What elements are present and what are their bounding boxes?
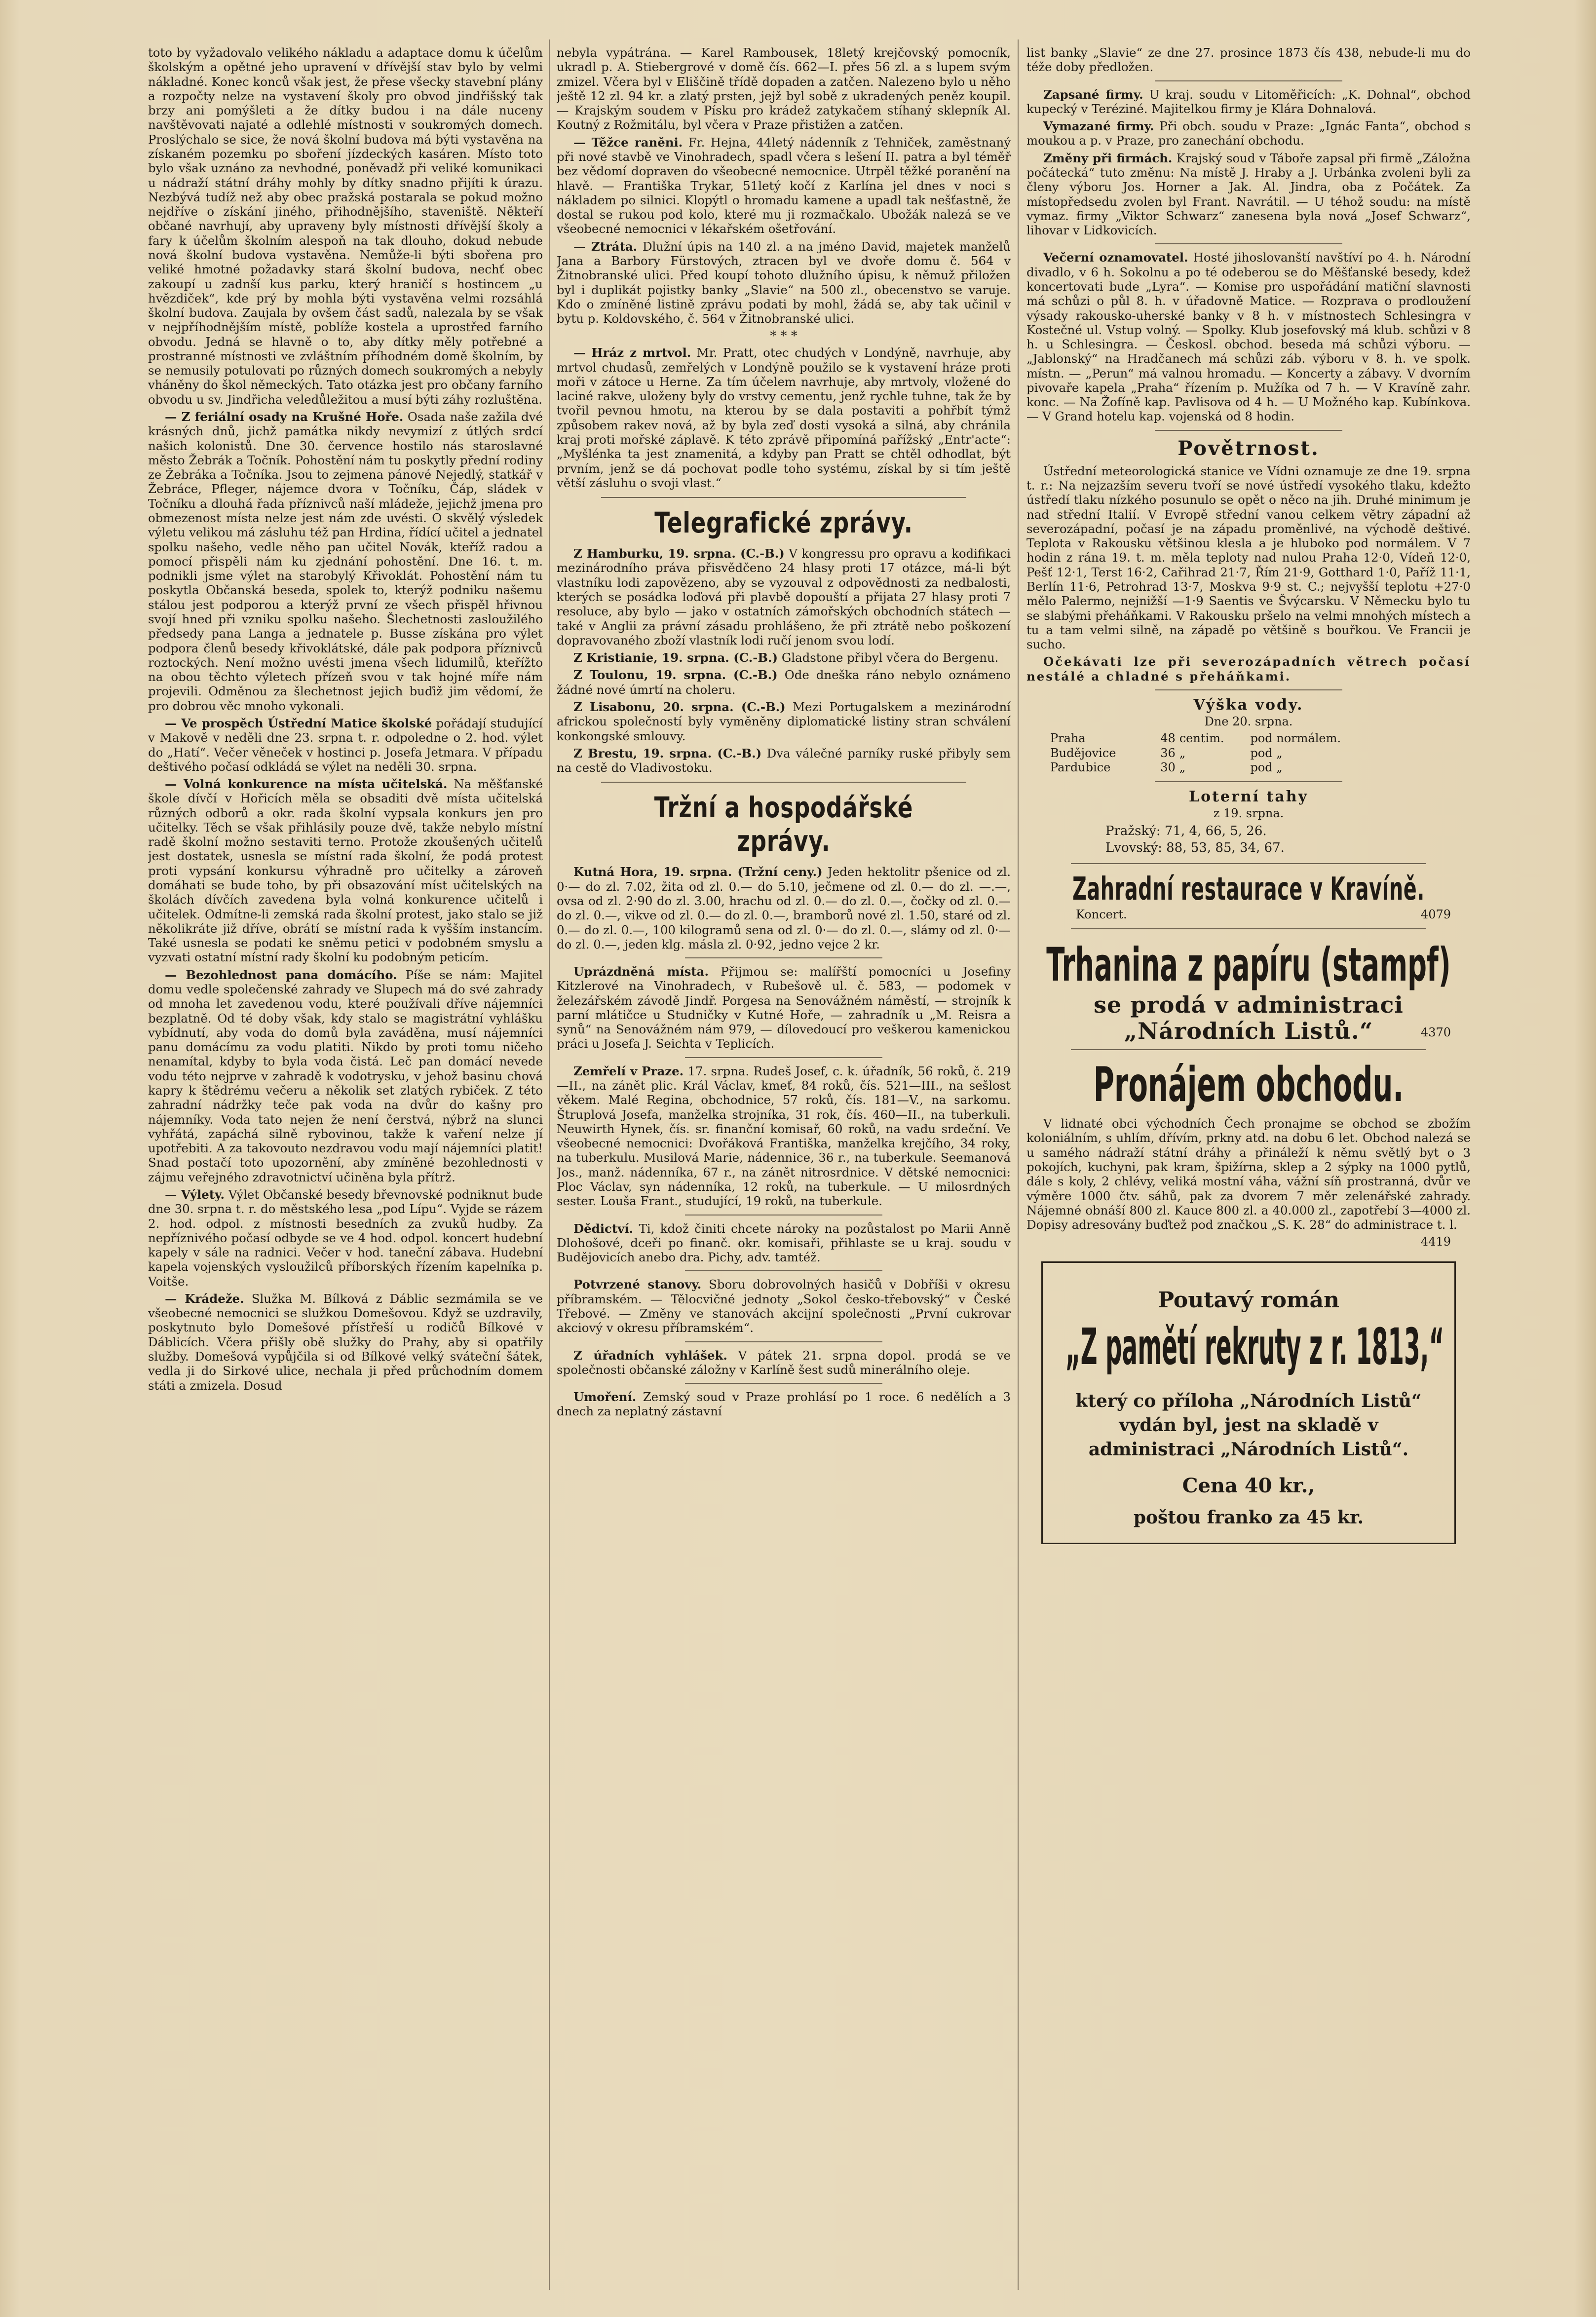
ad-novel-title: „Z pamětí rekruty z r. 1813,“ bbox=[1065, 1318, 1444, 1377]
column-divider bbox=[1018, 39, 1019, 2290]
ad-lease-footer bbox=[1026, 1235, 1471, 1249]
table-row bbox=[1048, 731, 1386, 746]
section-rule bbox=[1155, 243, 1342, 244]
news-text: Dva válečné parníky ruské přibyly sem na cestě do Vladivostoku. bbox=[557, 746, 1011, 775]
section-rule bbox=[685, 1057, 882, 1058]
article-text: Píše se nám: Majitel domu vedle společenské zahrady ve Slupech má do své zahrady od mnoha let zavedenou vodu, které používali dříve nájemníci bezplatně. Od té doby však, kdy stalo se magistrátní vyhlášku vybídnutí, aby voda do domů byla zaváděna, musí nájemníci panu domácímu za vodu platiti. Nikdo by proti tomu ničeho nenamítal, kdyby to byla voda čistá. Leč pan domácí nevede vodu této nejprve v zahradě k vodotrysku, v jehož basinu chová kapry k štědrému večeru a několik set zlatých rybiček. Z této zahradní nádržky teče pak voda na dvůr do kašny pro nájemníky. Voda tato nejen že není čerstvá, nýbrž na slunci vyhřátá, zapáchá silně rybovinou, takže k vaření nelze jí upotřebiti. A za takovouto nezdravou vodu mají nájemníci platit! Snad postačí toto upozornění, aby zmíněné bezohlednosti v zájmu veřejného zdravotnictví učiněna byla přítrž. bbox=[148, 967, 543, 1184]
news-dateline: Z Hamburku, 19. srpna. (C.-B.) bbox=[573, 546, 785, 561]
article-heading: — Ztráta. bbox=[573, 239, 638, 254]
notice-text: Ti, kdož činiti chcete nároky na pozůstalost po Marii Anně Dlohošové, dceři po finanč. okr. komisaři, přihlaste se u kraj. soudu v Budějovicích anebo dra. Pichy, adv. tamtéž. bbox=[557, 1221, 1011, 1265]
news-item bbox=[557, 700, 1011, 743]
article-text: Na měšťanské škole dívčí v Hořicích měla se obsaditi dvě místa učitelská různých odborů a okr. rada školní vypsala konkurs jen pro učitelky. Těch se však přihlásily pouze dvě, takže nebylo místní radě školní možno sestaviti terno. Protože zkoušených učitelů jest dostatek, usnesla se místní rada školní, že podá protest proti vypsání konkursu výhradně pro učitelky a zároveň domáhati se bude toho, by při obsazování míst učitelských na školách dívčích zavedena byla volná konkurence učitelů i učitelek. Odmítne-li zemská rada školní protest, jako stalo se již několikráte již dříve, obrátí se místní rada k vyšším instancím. Také usnesla se podati ke sněmu petici v podobném smyslu a vyzvati ostatní místní rady školní ku podobným peticím. bbox=[148, 777, 543, 965]
market-text: Jeden hektolitr pšenice od zl. 0·— do zl. 7.02, žita od zl. 0.— do 5.10, ječmene od zl. 0.— do zl. —.—, ovsa od zl. 2·90 do zl. 3.00, hrachu od zl. 0.— do zl. 0.—, čočky od zl. 0.— do zl. 0.—, vikve od zl. 0.— do zl. 0.—, bramborů nové zl. 1.50, staré od zl. 0.— do zl. 0.—, 100 kilogramů sena od zl. 0·— do zl. 0.—, slámy od zl. 0·— do zl. 0.—, jeden klg. másla zl. 0·92, jedno vejce 2 kr. bbox=[557, 865, 1011, 951]
notice-text: Krajský soud v Táboře zapsal při firmě „Záložna počátecká“ tuto změnu: Na místě J. Hraby a J. Urbánka zvoleni byli za členy výboru Jos. Horner a Jak. Al. Jindra, oba z Počátek. Za místopředsedu zvolen byl Frant. Navrátil. — U téhož soudu: na místě vymaz. firmy „Viktor Schwarz“ zanesena byla nová „Josef Schwarz“, lihovar v Lidkovicích. bbox=[1026, 151, 1471, 238]
ad-novel-text: který co příloha „Národních Listů“ vydán byl, jest na skladě v administraci „Národních Listů“. bbox=[1075, 1391, 1422, 1460]
relation: pod normálem. bbox=[1250, 731, 1341, 745]
article-text: Mr. Pratt, otec chudých v Londýně, navrhuje, aby mrtvol chudasů, zemřelých v Londýně použilo se k vystavení hráze proti moři v zátoce u Herne. Za tím účelem navrhuje, aby mrtvoly, vložené do laciné rakve, uloženy byly do vrstvy cementu, jenž rychle tuhne, tak že by tvořil pevnou hmotu, na kterou by se dala postaviti a pohřbít týmž způsobem rakev nová, až by byla zeď dosti vysoká a silná, aby chránila kraj proti mořské záplavě. K této zprávě připomíná pařížský „Entr'acte“: „Myšlénka ta jest znamenitá, a kdyby pan Pratt se chtěl odhodlat, být prvním, jenž se dá pochovat podle toho systému, získal by si tím ještě větší zásluhu o svoji vlast.“ bbox=[557, 345, 1011, 490]
article-heading: — Ve prospěch Ústřední Matice školské bbox=[165, 716, 432, 730]
ad-restaurant-footer bbox=[1026, 908, 1471, 921]
news-dateline: Z Toulonu, 19. srpna. (C.-B.) bbox=[573, 668, 778, 683]
weather-title: Povětrnost. bbox=[1178, 436, 1320, 460]
notice-heading: Změny při firmách. bbox=[1043, 151, 1173, 165]
notice bbox=[1026, 87, 1471, 116]
notice-text: Sboru dobrovolných hasičů v Dobříši v okresu příbramském. — Tělocvičné jednoty „Sokol česko-třebovský“ v České Třebové. — Změny ve stanovách akcijní společnosti „První cukrovar akciový v okresu příbramském“. bbox=[557, 1277, 1011, 1335]
article bbox=[557, 345, 1011, 490]
notice-text: Přijmou se: malířští pomocníci u Josefiny Kitzlerové na Vinohradech, v Rubešově ul. č. 583, — podomek v železářském závodě Jindř. Porgesa na Senovážném náměstí, — strojník k parní mlátičce u Studničky v Kutné Hoře, — zahradník u „M. Reisra a synů“ na Senovážném nám 979, — dílovedoucí pro veškerou kamenickou práci u Josefa J. Seichta v Teplicích. bbox=[557, 964, 1011, 1051]
notice bbox=[557, 1221, 1011, 1265]
asterism-divider: * * * bbox=[770, 329, 798, 344]
news-text: Mezi Portugalskem a mezinárodní africkou společností byly vyměněny diplomatické listiny stran schválení konkongské smlouvy. bbox=[557, 699, 1011, 743]
column-3 bbox=[1026, 45, 1471, 2296]
value: 48 bbox=[1160, 731, 1176, 745]
section-rule bbox=[1071, 863, 1426, 864]
section-rule bbox=[601, 497, 966, 498]
news-text: Ode dneška ráno nebylo oznámeno žádné nové úmrtí na choleru. bbox=[557, 668, 1011, 697]
article bbox=[148, 410, 543, 713]
ad-novel-postage: poštou franko za 45 kr. bbox=[1133, 1507, 1364, 1528]
article-text: nebyla vypátrána. — Karel Rambousek, 18letý krejčovský pomocník, ukradl p. A. Stiebergrové v domě čís. 662—I. přes 56 zl. a s lupem svým zmizel. Včera byl v Eliščině třídě dopaden a zatčen. Nalezeno bylo u něho ještě 12 zl. 94 kr. a zlatý prsten, jejž byl sobě z ukradených peněz koupil. — Krajským soudem v Písku pro krádež zatykačem stíhaný sklepník Al. Koutný z Rožmitálu, byl včera v Praze přistižen a zatčen. bbox=[557, 45, 1011, 132]
article-heading: — Těžce raněni. bbox=[573, 135, 683, 150]
section-title-telegraph: Telegrafické zprávy. bbox=[654, 506, 913, 540]
section-rule bbox=[1155, 689, 1342, 690]
section-rule bbox=[685, 1341, 882, 1342]
column-2 bbox=[557, 45, 1011, 2296]
news-dateline: Z Brestu, 19. srpna. (C.-B.) bbox=[573, 746, 762, 760]
article-text: Služka M. Bílková z Dáblic sezmámila se ve všeobecné nemocnici se služkou Domešovou. Když se uzdravily, poskytnuto bylo Domešové přístřeší u rodičů Bílkové v Dáblicích. Včera přišly obě služky do Prahy, aby si opatřily služby. Domešová vypůjčila si od Bílkové velký sváteční šátek, vedla ji do Sirkové ulice, nechala ji před průchodním domem státi a zmizela. Dosud bbox=[148, 1291, 543, 1393]
water-level-table bbox=[1048, 731, 1386, 775]
notice-text: Zemský soud v Praze prohlásí po 1 roce. 6 nedělích a 3 dnech za neplatný zástavní bbox=[557, 1390, 1011, 1419]
notice-text: V pátek 21. srpna dopol. prodá se ve společnosti občanské záložny v Karlíně šest sudů minerálního oleje. bbox=[557, 1348, 1011, 1377]
notice bbox=[557, 964, 1011, 1051]
ad-novel-price: Cena 40 kr., bbox=[1182, 1474, 1315, 1498]
article bbox=[148, 777, 543, 965]
lottery-title: Loterní tahy bbox=[1188, 788, 1309, 805]
ad-number: 4370 bbox=[1420, 1026, 1451, 1040]
article-heading: — Hráz z mrtvol. bbox=[573, 345, 691, 360]
water-level-date: Dne 20. srpna. bbox=[1204, 714, 1293, 728]
ad-paper-text: se prodá v administraci „Národních Listů.“ bbox=[1094, 991, 1404, 1045]
place: Pardubice bbox=[1050, 760, 1111, 775]
weather-text: Ústřední meteorologická stanice ve Vídni oznamuje ze dne 19. srpna t. r.: Na nejzazším severu tvoří se nové ústředí vysokého tlaku, kdežto ústředí tlaku nízkého posunulo se opět o něco na jih. Druhé minimum je nad střední Italií. V Evropě střední vanou celkem větry západní až severozápadní, počasí je na západu proměnlivé, na východě deštivé. Teplota v Rakousku většinou klesla a je hluboko pod normálem. V 7 hodin z rána 19. t. m. měla teploty nad nulou Praha 12·0, Vídeň 12·0, Pešť 12·1, Terst 16·2, Cařihrad 21·7, Řím 21·9, Gotthard 1·0, Paříž 11·1, Berlín 11·6, Petrohrad 13·7, Moskva 9·9 st. C.; nejvyšší teplotu +27·0 mělo Palermo, nejnižší —1·9 Saentis ve Švýcarsku. V Německu bylo tu se slabými přeháňkami. V Rakousku pršelo na velmi mnohých místech a tu a tam velmi silně, na západě po většině s bouřkou. Ve Francii je sucho. bbox=[1026, 463, 1471, 652]
value: 30 bbox=[1160, 760, 1176, 775]
article-text: pořádají studující v Makově v neděli dne 23. srpna t. r. odpoledne o 2. hod. výlet do „Hatí“. Večer věneček v hostinci p. Josefa Jetmara. V případu deštivého počasí odkládá se výlet na neděli 30. srpna. bbox=[148, 716, 543, 774]
news-item bbox=[557, 546, 1011, 647]
section-rule bbox=[1155, 430, 1342, 431]
section-rule bbox=[601, 782, 966, 783]
article bbox=[148, 716, 543, 774]
ad-novel-box bbox=[1041, 1261, 1456, 1544]
article-heading: — Bezohlednost pana domácího. bbox=[165, 967, 397, 982]
notice-heading: Umoření. bbox=[573, 1390, 637, 1405]
ad-paper-title: Trhanina z papíru (stampf) bbox=[1046, 938, 1451, 992]
evening-announcements bbox=[1026, 250, 1471, 423]
article-text: Výlet Občanské besedy břevnovské podniknut bude dne 30. srpna t. r. do městského lesa „pod Lípu“. Vyjde se rázem 2. hod. odpol. z místnosti besedních za zvuků hudby. Za nepříznivého počasí odbyde se ve 4 hod. odpol. koncert hudební kapely v sále na radnici. Večer v hod. taneční zábava. Hudební kapela vojenských vysloužilců příborských řízením kapelníka p. Voitše. bbox=[148, 1187, 543, 1289]
market-report bbox=[557, 865, 1011, 951]
notice-heading: Zemřelí v Praze. bbox=[573, 1064, 684, 1078]
notice bbox=[557, 1390, 1011, 1419]
notice-text: 17. srpna. Rudeš Josef, c. k. úřadník, 56 roků, č. 219—II., na zánět plic. Král Václav, kmeť, 84 roků, čís. 521—III., na sešlost věkem. Malé Regina, obchodnice, 57 roků, čís. 181—V., na sarkomu. Štruplová Josefa, manželka strojníka, 31 rok, čís. 460—II., na tuberkuli. Neuwirth Hynek, čís. sr. finanční komisař, 60 roků, na vadu srdeční. Ve všeobecné nemocnici: Dvořáková Františka, manželka krejčího, 34 roky, na tuberkulu. Musilová Marie, nádennice, 36 r., na tuberkule. Seemanová Jos., manž. nádenníka, 67 r., na zánět nitrosrdnice. V dětské nemocnici: Ploc Václav, syn nádenníka, 12 roků, na tuberkule. — U milosrdných sester. Louša Frant., studující, 19 roků, na tuberkule. bbox=[557, 1064, 1011, 1209]
article-heading: — Výlety. bbox=[165, 1187, 225, 1202]
section-rule bbox=[685, 1270, 882, 1271]
section-rule bbox=[685, 1383, 882, 1384]
lottery-lviv: Lvovský: 88, 53, 85, 34, 67. bbox=[1105, 840, 1285, 855]
unit: „ bbox=[1179, 746, 1186, 760]
article-text: Fr. Hejna, 44letý nádenník z Tehniček, zaměstnaný při nové stavbě ve Vinohradech, spadl včera s lešení II. patra a byl téměř bez vědomí dopraven do všeobecné nemocnice. Utrpěl těžké poranění na hlavě. — Františka Trykar, 51letý kočí z Karlína jel dnes v noci s nákladem po silnici. Klopýtl o hromadu kamene a upadl tak nešťastně, že dostal se rukou pod kolo, které mu ji rozmačkalo. Ubožák nalezá se ve všeobecné nemocnici v lékařském ošetřování. bbox=[557, 135, 1011, 236]
notice-heading: Večerní oznamovatel. bbox=[1043, 250, 1188, 265]
news-text: V kongressu pro opravu a kodifikaci mezinárodního práva přisvědčeno 24 hlasy proti 17 otázce, má-li být vlastníku lodi zapovězeno, aby se vyzouval z odpovědnosti za nedbalosti, kterých se posádka loďová při plavbě dopouští a přijata 27 hlasy proti 7 resoluce, aby bylo — jako v ostatních zámořských obchodních státech — také v Anglii za právní zásadu prohlášeno, že při ztrátě nebo poškození dopravovaného zboží vlastník lodi ručí jenom svou lodí. bbox=[557, 546, 1011, 647]
news-dateline: Z Kristianie, 19. srpna. (C.-B.) bbox=[573, 650, 778, 665]
table-row bbox=[1048, 760, 1386, 775]
section-rule bbox=[1071, 928, 1426, 929]
water-level-title: Výška vody. bbox=[1193, 696, 1304, 714]
column-divider bbox=[549, 39, 550, 2290]
notice-heading: Potvrzené stanovy. bbox=[573, 1277, 702, 1292]
article bbox=[557, 239, 1011, 326]
place: Budějovice bbox=[1050, 746, 1116, 760]
table-row bbox=[1048, 746, 1386, 761]
notice-text: Při obch. soudu v Praze: „Ignác Fanta“, obchod s moukou a p. v Praze, pro zanechání obchodu. bbox=[1026, 119, 1471, 148]
news-item bbox=[557, 746, 1011, 775]
notice bbox=[1026, 119, 1471, 148]
section-title-trade: Tržní a hospodářské zprávy. bbox=[654, 791, 913, 858]
notice bbox=[557, 1277, 1011, 1335]
article-heading: — Z feriální osady na Krušné Hoře. bbox=[165, 410, 404, 424]
section-rule bbox=[1155, 781, 1342, 782]
relation: pod „ bbox=[1250, 760, 1283, 775]
notice bbox=[557, 1064, 1011, 1209]
news-text: Gladstone přibyl včera do Bergenu. bbox=[781, 650, 999, 665]
article bbox=[148, 1291, 543, 1393]
lottery-date: z 19. srpna. bbox=[1213, 806, 1284, 820]
column-1 bbox=[148, 45, 543, 2296]
value: 36 bbox=[1160, 746, 1176, 760]
ad-number: 4079 bbox=[1420, 908, 1451, 922]
article-text: toto by vyžadovalo velikého nákladu a adaptace domu k účelům školským a opětné jeho upravení v dřívější stav bylo by velmi nákladné. Konec konců však jest, že přese všecky stavební plány a rozpočty nelze na vystavení školy pro obvod jindřišský tak brzy ani pomýšleti a že dítky budou i na dále nuceny navštěvovati najaté a odlehlé místnosti v soukromých domech. Proslýchalo se sice, že nová školní budova má býti vystavěna na získaném pozemku po sboření jízdeckých kasáren. Místo toto bylo však uznáno za nevhodné, poněvadž při veliké komunikaci u nádraží státní dráhy mohly by dítky snadno přijíti k úrazu. Nezbývá tudíž než aby obec pražská postarala se pokud možno nejdříve o získání jiného, přihodnějšího, staveniště. Někteří občané navrhují, aby upraveny byly místnosti dřívější školy a fary k účelům školním alespoň na tak dlouho, dokud nebude nová školní budova vystavěna. Nemůže-li býti sbořena pro veliké hmotné požadavky stará školní budova, nechť obec zakoupí u zadnší kus parku, který hraničí s hostincem „u hvězdiček“, kde prý by mohla býti vystavěna velmi rozsáhlá školní budova. Zaujala by ovšem část sadů, nalezala by se však v nejpříhodnějším místě, poblíže kostela a uprostřed farního obvodu. Jedná se hlavně o to, aby dítky měly potřebné a prostranné místnosti ve zvláštním příhodném domě školním, by se nemusily potulovati po různých domech soukromých a nebyly vháněny do škol německých. Tato otázka jest pro občany farního obvodu u sv. Jindřicha veledůležitou a musí býti záhy rozluštěna. bbox=[148, 45, 543, 407]
notice-heading: Vymazané firmy. bbox=[1043, 119, 1154, 134]
news-dateline: Z Lisabonu, 20. srpna. (C.-B.) bbox=[573, 699, 786, 714]
article bbox=[148, 1187, 543, 1289]
article bbox=[557, 135, 1011, 236]
ad-lease-text: V lidnaté obci východních Čech pronajme se obchod se zbožím koloniálním, s uhlím, dřívím, prkny atd. na dobu 6 let. Obchod nalezá se u samého nádraží státní dráhy a přináleží k němu světlý byt o 3 pokojích, kuchyni, pak kram, špižírna, sklep a 2 sýpky na 1000 pytlů, dále s koly, 2 chlévy, veliká mostní váha, vážní síň prostranná, dvůr ve výměre 1000 čtv. sáhů, pak za dvorem 7 měr zelenářské zahrady. Nájemné obnáší 800 zl. Kauce 800 zl. a 40.000 zl., zapotřebí 3—4000 zl. Dopisy adresovány buďtež pod značkou „S. K. 28“ do administrace t. l. bbox=[1026, 1116, 1471, 1232]
unit: „ bbox=[1179, 760, 1186, 775]
ad-restaurant-title: Zahradní restaurace v Kravíně. bbox=[1072, 871, 1425, 908]
relation: pod „ bbox=[1250, 746, 1283, 760]
notice-heading: Z úřadních vyhlášek. bbox=[573, 1348, 727, 1363]
notice bbox=[1026, 151, 1471, 238]
ad-novel-kicker: Poutavý román bbox=[1157, 1288, 1340, 1313]
unit: centim. bbox=[1179, 731, 1224, 745]
section-rule bbox=[1155, 80, 1342, 81]
lottery-prague: Pražský: 71, 4, 66, 5, 26. bbox=[1105, 823, 1267, 838]
notice bbox=[557, 1348, 1011, 1377]
article-heading: — Krádeže. bbox=[165, 1291, 244, 1306]
notice-text: list banky „Slavie“ ze dne 27. prosince 1873 čís 438, nebude-li mu do téže doby předložen. bbox=[1026, 45, 1471, 75]
notice-heading: Uprázdněná místa. bbox=[573, 964, 709, 979]
notice-heading: Dědictví. bbox=[573, 1221, 634, 1236]
article-text: Dlužní úpis na 140 zl. a na jméno David, majetek manželů Jana a Barbory Fürstových, ztracen byl ve dvoře domu č. 564 v Žitnobranské ulici. Před koupí tohoto dlužního úpisu, k němuž přiložen byl i duplikát pojistky banky „Slavie“ na 500 zl., obecenstvo se varuje. Kdo o zmíněné listině zprávu podati by mohl, žádá se, aby tak učinil v bytu p. Koldovského, č. 564 v Žitnobranské ulici. bbox=[557, 239, 1011, 326]
section-rule bbox=[685, 957, 882, 958]
ad-number: 4419 bbox=[1420, 1235, 1451, 1249]
section-rule bbox=[1071, 1049, 1426, 1050]
notice-heading: Zapsané firmy. bbox=[1043, 87, 1143, 102]
weather-forecast: Očekávati lze při severozápadních větrech počasí nestálé a chladné s přeháňkami. bbox=[1026, 654, 1471, 684]
article-text: Osada naše zažila dvé krásných dnů, jichž památka nikdy nevymizí z útlých srdcí našich kolonistů. Dne 30. července hostilo nás staroslavné město Žebrák a Točník. Pohostění nám tu poskytly přední rodiny ze Žebráka a Točníka. Jsou to zejmena pánové Nejedlý, statkář v Žebrácе, Pfleger, nájemce dvora v Točníku, Čáp, sládek v Točníku a dlouhá řada příznivců naší mládeže, jejichž jmena pro obmezenost místa nelze jest nám zde uvésti. O skvělý výsledek výletu velikou má zásluhu též pan Hrdina, řídící učitel a jednatel spolku našeho, vedle něho pan učitel Novák, kteříž radou a pomocí přispěli nám ku zjednání pohostění. Dne 16. t. m. podnikli jsme výlet na starobylý Křivoklát. Pohostění nám tu poskytla Občanská beseda, spolek to, kterýž podniku našemu stálou jest podporou a kterýž první ze všech přispěl hřivnou svojí hned při vzniku spolku našeho. Šlechetnosti zasloužilého předsedy pana Langa a jednatele p. Busse získána pro výlet podpora členů besedy křivoklátské, dále pak podpora příznivců roztockých. Není možno uvésti jmena všech lidumilů, kteřížto na obou těchto výletech přízeň svou v tak hojné míře nám projevili. Odměnou za šlechetnost jejich buďiž jim vědomí, že pro dobrou věc mnoho vykonali. bbox=[148, 410, 543, 713]
market-heading: Kutná Hora, 19. srpna. (Tržní ceny.) bbox=[573, 865, 823, 879]
news-item bbox=[557, 650, 1011, 665]
notice-text: Hosté jihoslovanští navštíví po 4. h. Národní divadlo, v 6 h. Sokolnu a po té odeberou se do Měšťanské besedy, kdež koncertovati bude „Lyra“. — Komise pro uspořádání matiční slavnosti má schůzi o půl 8. h. v úřadovně Matice. — Rozprava o prodloužení výsady rakousko-uherské banky v 8 h. v místnostech Schlesingra v Kostečné ul. Vstup volný. — Spolky. Klub josefovský má klub. schůzi v 8 h. u Schlesingra. — Českosl. obchod. beseda má schůzi výboru. — „Jablonský“ na Hradčanech má schůzi záb. výboru v 8. h. ve spolk. místn. — „Perun“ má valnou hromadu. — Koncerty a zábavy. V dvorním pivovaře kapela „Praha“ řízením p. Mužíka od 7 h. — V Kravíně zahr. konc. — Na Žofíně kap. Pavlisova od 4 h. — U Možného kap. Kubínkova. — V Grand hotelu kap. vojenská od 8 hodin. bbox=[1026, 250, 1471, 424]
notice-text: U kraj. soudu v Litoměřicích: „K. Dohnal“, obchod kupecký v Teréziné. Majitelkou firmy je Klára Dohnalová. bbox=[1026, 87, 1471, 116]
article-heading: — Volná konkurence na místa učitelská. bbox=[165, 777, 448, 792]
ad-restaurant-concert: Koncert. bbox=[1076, 908, 1127, 922]
ad-lease-title: Pronájem obchodu. bbox=[1093, 1057, 1404, 1113]
news-item bbox=[557, 668, 1011, 697]
article bbox=[148, 968, 543, 1184]
place: Praha bbox=[1050, 731, 1086, 745]
